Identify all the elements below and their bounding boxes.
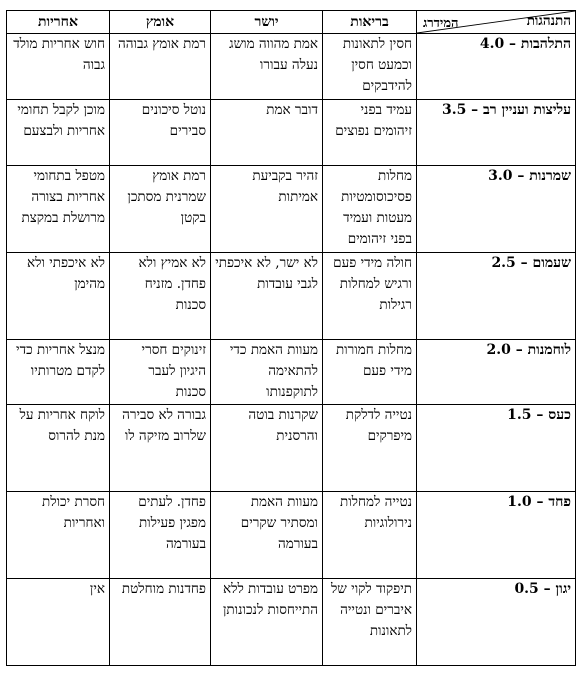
header-row xyxy=(7,11,576,34)
courage-cell: פחדן. לעתים מפגין פעילות בעורמה xyxy=(110,492,211,579)
responsibility-cell: חוש אחריות מולד גבוה xyxy=(7,34,110,100)
health-cell: תיפקוד לקוי של איברים ונטייה לתאונות xyxy=(323,579,417,666)
level-cell: לוחמנות – 2.0 xyxy=(417,340,576,405)
responsibility-cell: אין xyxy=(7,579,110,666)
courage-cell: פחדנות מוחלטת xyxy=(110,579,211,666)
courage-cell: רמת אומץ גבוהה xyxy=(110,34,211,100)
table-row xyxy=(7,100,576,166)
table-row xyxy=(7,34,576,100)
level-cell: שמרנות – 3.0 xyxy=(417,166,576,253)
level-cell: יגון – 0.5 xyxy=(417,579,576,666)
health-cell: חסין לתאונות וכמעט חסין להידבקים xyxy=(323,34,417,100)
responsibility-cell: מטפל בתחומי אחריות בצורה מרושלת במקצת xyxy=(7,166,110,253)
header-courage: אומץ xyxy=(110,11,211,34)
honesty-cell: דובר אמת xyxy=(211,100,323,166)
table-row xyxy=(7,166,576,253)
level-cell: התלהבות – 4.0 xyxy=(417,34,576,100)
corner-label-behavior: התנהגות xyxy=(526,13,571,29)
table-row xyxy=(7,253,576,340)
table-row xyxy=(7,492,576,579)
behavior-scale-table xyxy=(6,10,576,666)
honesty-cell: לא ישר, לא איכפתי לגבי עובדות xyxy=(211,253,323,340)
table-row xyxy=(7,340,576,405)
courage-cell: לא אמיץ ולא פחדן. מזניח סכנות xyxy=(110,253,211,340)
corner-header-cell xyxy=(417,11,576,34)
honesty-cell: זהיר בקביעת אמיתות xyxy=(211,166,323,253)
level-cell: כעס – 1.5 xyxy=(417,405,576,492)
table-row xyxy=(7,579,576,666)
responsibility-cell: מנצל אחריות כדי לקדם מטרותיו xyxy=(7,340,110,405)
honesty-cell: מעוות האמת ומסתיר שקרים בעורמה xyxy=(211,492,323,579)
health-cell: נטייה למחלות נירולוגיות xyxy=(323,492,417,579)
level-cell: שעמום – 2.5 xyxy=(417,253,576,340)
honesty-cell: מפרט עובדות ללא התייחסות לנכונותן xyxy=(211,579,323,666)
responsibility-cell: לוקח אחריות על מנת להרוס xyxy=(7,405,110,492)
courage-cell: זינוקים חסרי היגיון לעבר סכנות xyxy=(110,340,211,405)
table-row xyxy=(7,405,576,492)
responsibility-cell: מוכן לקבל תחומי אחריות ולבצעם xyxy=(7,100,110,166)
courage-cell: נוטל סיכונים סבירים xyxy=(110,100,211,166)
responsibility-cell: לא איכפתי ולא מהימן xyxy=(7,253,110,340)
courage-cell: גבורה לא סבירה שלרוב מזיקה לו xyxy=(110,405,211,492)
health-cell: חולה מידי פעם ורגיש למחלות רגילות xyxy=(323,253,417,340)
level-cell: עליצות ועניין רב – 3.5 xyxy=(417,100,576,166)
health-cell: מחלות פסיכוסומטיות מעטות ועמיד בפני זיהומים xyxy=(323,166,417,253)
corner-label-scale: המידרג xyxy=(423,16,459,31)
header-honesty: יושר xyxy=(211,11,323,34)
honesty-cell: שקרנות בוטה והרסנית xyxy=(211,405,323,492)
health-cell: מחלות חמורות מידי פעם xyxy=(323,340,417,405)
honesty-cell: אמת מהווה מושג נעלה עבורו xyxy=(211,34,323,100)
level-cell: פחד – 1.0 xyxy=(417,492,576,579)
courage-cell: רמת אומץ שמרנית מסתכן בקטן xyxy=(110,166,211,253)
health-cell: נטייה לדלקת מיפרקים xyxy=(323,405,417,492)
header-health: בריאות xyxy=(323,11,417,34)
health-cell: עמיד בפני זיהומים נפוצים xyxy=(323,100,417,166)
honesty-cell: מעוות האמת כדי להתאימה לתוקפנותו xyxy=(211,340,323,405)
responsibility-cell: חסרת יכולת ואחריות xyxy=(7,492,110,579)
header-responsibility: אחריות xyxy=(7,11,110,34)
